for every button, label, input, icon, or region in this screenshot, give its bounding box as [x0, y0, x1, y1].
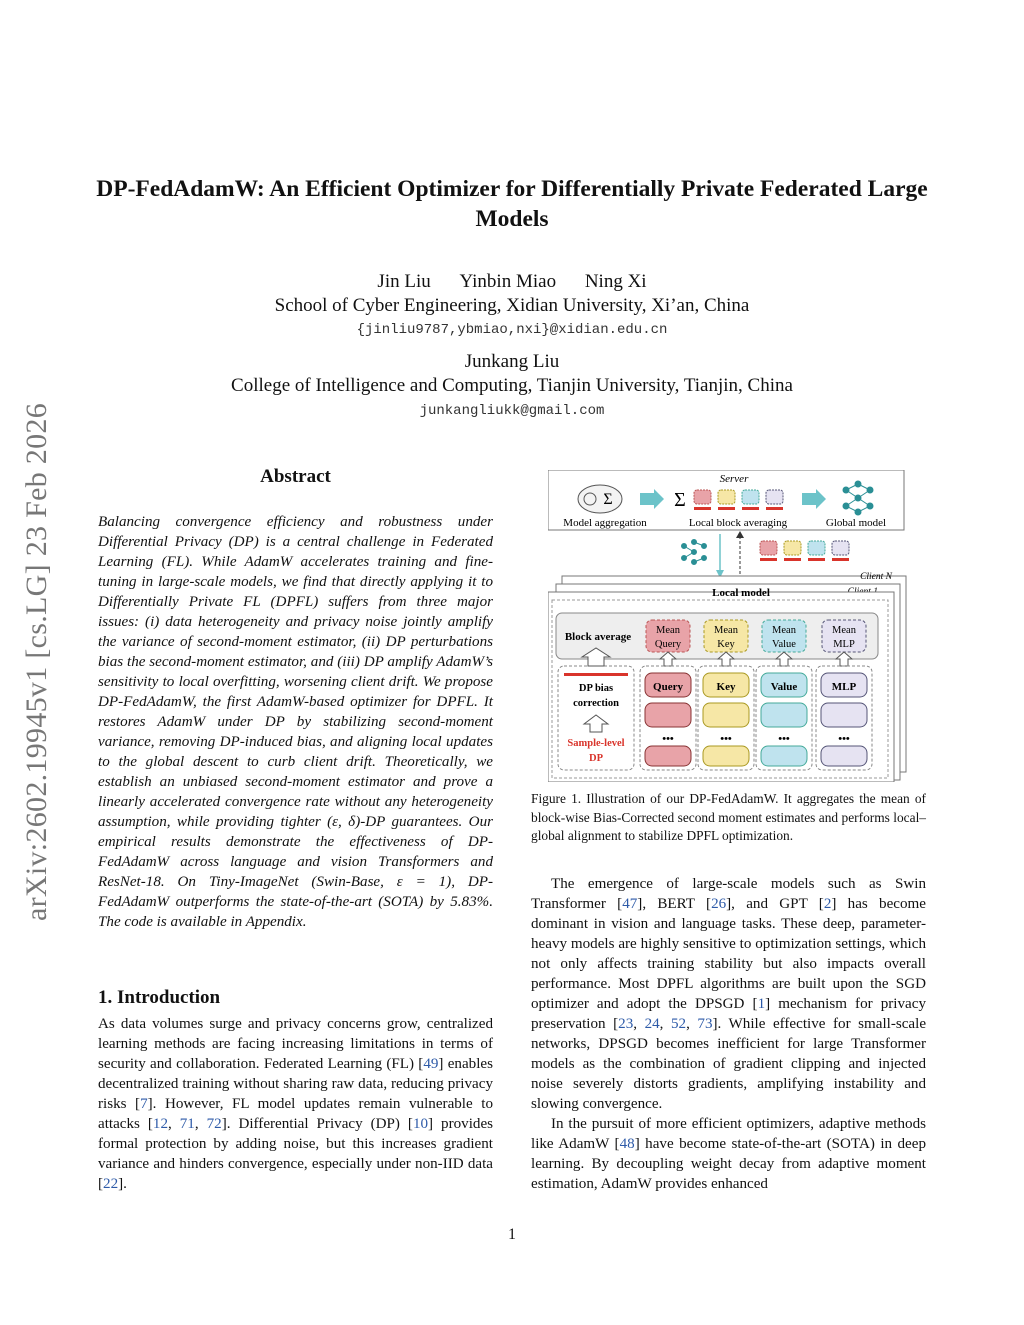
- svg-text:Mean: Mean: [832, 625, 856, 636]
- query-column: [640, 666, 696, 770]
- right-column-text: [531, 874, 926, 1194]
- mean-query-block: [646, 620, 690, 652]
- author-name: Ning Xi: [584, 271, 647, 292]
- svg-text:DP: DP: [589, 753, 603, 764]
- abstract-heading: Abstract: [260, 466, 331, 487]
- paragraph: In the pursuit of more efficient optimizers, adaptive methods like AdamW [48] have become state-of-the-art (SOTA) in deep learning. By decoupling weight decay from adaptive moment estimation, AdamW provides enhanced: [531, 1116, 926, 1192]
- citation-link[interactable]: 10: [412, 1116, 429, 1132]
- paper-title: DP-FedAdamW: An Efficient Optimizer for Differentially Private Federated Large Models: [96, 176, 928, 232]
- citation-link[interactable]: 22: [103, 1176, 119, 1192]
- citation-link[interactable]: 12: [152, 1116, 168, 1132]
- svg-text:DP bias: DP bias: [578, 683, 614, 694]
- citation-link[interactable]: 47: [622, 896, 638, 912]
- citation-link[interactable]: 7: [140, 1096, 148, 1112]
- client-n-label: Client N: [860, 572, 892, 582]
- citation-link[interactable]: 49: [423, 1056, 439, 1072]
- email-1[interactable]: {jinliu9787,ybmiao,nxi}@xidian.edu.cn: [356, 322, 668, 338]
- affiliation-1: School of Cyber Engineering, Xidian University, Xi’an, China: [274, 295, 750, 316]
- page-number: 1: [508, 1226, 516, 1243]
- svg-text:Mean: Mean: [656, 625, 680, 636]
- citation-link[interactable]: 24: [644, 1016, 660, 1032]
- mean-mlp-block: [822, 620, 866, 652]
- section-heading: 1. Introduction: [98, 987, 221, 1008]
- arxiv-side-stamp: [14, 372, 60, 952]
- model-aggregation-icon: [578, 485, 622, 513]
- svg-text:Value: Value: [772, 639, 796, 650]
- svg-text:•••: •••: [662, 733, 674, 745]
- value-column: [756, 666, 812, 770]
- svg-text:correction: correction: [573, 698, 619, 709]
- svg-text:Mean: Mean: [714, 625, 738, 636]
- mlp-column: [816, 666, 872, 770]
- local-block-averaging-label: Local block averaging: [688, 517, 788, 529]
- global-model-label: Global model: [825, 517, 887, 529]
- svg-text:Key: Key: [716, 681, 736, 693]
- author-name: Jin Liu: [377, 271, 431, 292]
- author-list: [0, 271, 1024, 293]
- citation-link[interactable]: 71: [179, 1116, 195, 1132]
- svg-text:Query: Query: [654, 639, 682, 650]
- abstract-text: Balancing convergence efficiency and robustness under Differential Privacy (DP) is a central challenge in Federated Learning (FL). While AdamW accelerates training and fine-tuning in large-scale models, we find that directly applying it to Differentially Private FL (DPFL) suffers from three major issues: (i) data heterogeneity and privacy noise jointly amplify the variance of second-moment estimator, (ii) DP perturbations bias the second-moment estimator, and (iii) DP amplify AdamW’s sensitivity to local overfitting, worsening client drift. We propose DP-FedAdamW, the first AdamW-based optimizer for DPFL. It restores AdamW under DP by stabilizing second-moment variance, removing DP-induced bias, and aligning local updates to the global descent to curb client drift. Theoretically, we establish an unbiased second-moment estimator and prove a linearly accelerated convergence rate without any heterogeneity assumption, while providing tighter (ε, δ)-DP guarantees. Our empirical results demonstrate the effectiveness of DP-FedAdamW across language and vision Transformers and ResNet-18. On Tiny-ImageNet (Swin-Base, ε = 1), DP-FedAdamW outperforms the state-of-the-art (SOTA) by 5.83%. The code is available in Appendix.: [98, 514, 493, 930]
- citation-link[interactable]: 72: [206, 1116, 222, 1132]
- svg-text:•••: •••: [778, 733, 790, 745]
- network-icon: [682, 540, 707, 565]
- email-2[interactable]: junkangliukk@gmail.com: [419, 403, 605, 419]
- svg-text:Query: Query: [653, 681, 683, 693]
- block-average-label: Block average: [564, 631, 632, 643]
- author-2: Junkang Liu: [464, 351, 560, 372]
- arxiv-stamp-text: arXiv:2602.19945v1 [cs.LG] 23 Feb 2026: [20, 402, 53, 922]
- svg-text:MLP: MLP: [833, 639, 855, 650]
- server-label: Server: [719, 473, 749, 485]
- author-name: Yinbin Miao: [459, 271, 557, 292]
- citation-link[interactable]: 52: [670, 1016, 687, 1032]
- citation-link[interactable]: 73: [697, 1016, 713, 1032]
- paragraph: The emergence of large-scale models such as Swin Transformer [47], BERT [26], and GPT [2] has become dominant in vision and language tasks. These deep, parameter-heavy models are highly sensitive to optimization settings, which not only affects training stability but also impacts overall performance. Most DPFL algorithms are built upon the SGD optimizer and adopt the DPSGD [1] mechanism for privacy preservation [23, 24, 52, 73]. While effective for small-scale networks, DPSGD becomes inefficient for large Transformer models as the combination of gradient clipping and injected noise severely distorts gradients, amplifying instability and slowing convergence.: [531, 876, 927, 1112]
- citation-link[interactable]: 23: [618, 1016, 634, 1032]
- svg-text:Σ: Σ: [603, 491, 613, 508]
- key-column: [698, 666, 754, 770]
- citation-link[interactable]: 1: [757, 996, 766, 1012]
- svg-text:Key: Key: [717, 639, 735, 650]
- svg-text:•••: •••: [720, 733, 732, 745]
- citation-link[interactable]: 2: [823, 896, 832, 912]
- mean-value-block: [762, 620, 806, 652]
- svg-text:MLP: MLP: [831, 681, 857, 693]
- sigma-symbol: Σ: [674, 489, 686, 511]
- figure-1: [548, 470, 908, 782]
- local-model-label: Local model: [712, 587, 770, 599]
- svg-text:•••: •••: [838, 733, 850, 745]
- figure-caption: Figure 1. Illustration of our DP-FedAdamW. It aggregates the mean of block-wise Bias-Corrected second moment estimates and performs local–global alignment to stabilize DPFL optimization.: [531, 791, 926, 843]
- intro-paragraph: As data volumes surge and privacy concerns grow, centralized learning methods are facing increasing limitations in terms of security and collaboration. Federated Learning (FL) [49] enables decentralized training without sharing raw data, reducing privacy risks [7]. However, FL model updates remain vulnerable to attacks [12, 71, 72]. Differential Privacy (DP) [10] provides formal protection by adding noise, but this increases gradient variance and hinders convergence, especially under non-IID data [22].: [98, 1016, 494, 1192]
- svg-text:Mean: Mean: [772, 625, 796, 636]
- citation-link[interactable]: 26: [711, 896, 727, 912]
- mean-key-block: [704, 620, 748, 652]
- affiliation-2: College of Intelligence and Computing, Tianjin University, Tianjin, China: [231, 375, 793, 396]
- citation-link[interactable]: 48: [619, 1136, 635, 1152]
- svg-text:Sample-level: Sample-level: [567, 738, 625, 749]
- model-aggregation-label: Model aggregation: [563, 517, 647, 529]
- svg-text:Value: Value: [770, 681, 798, 693]
